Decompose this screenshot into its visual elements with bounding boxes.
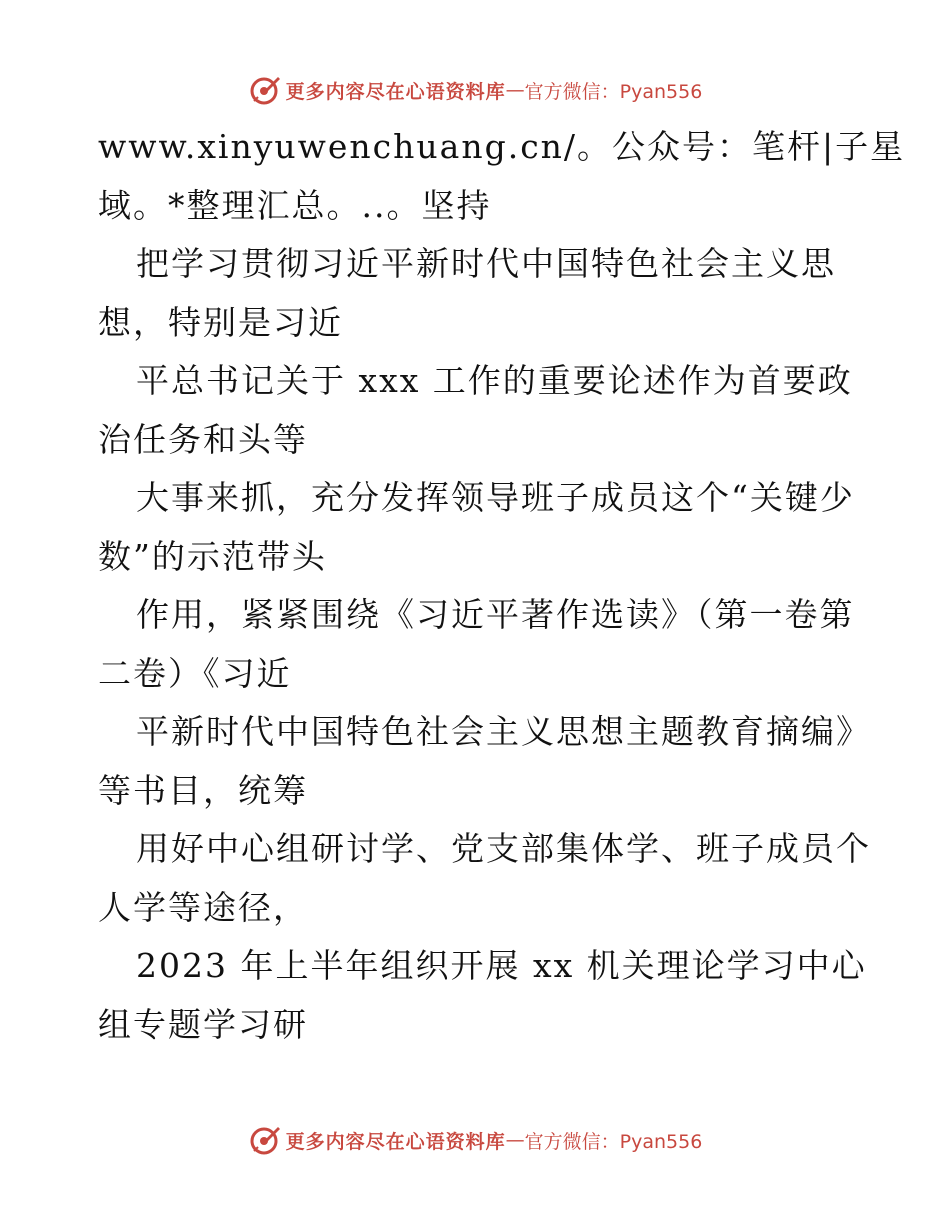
text-line-3: 把学习贯彻习近平新时代中国特色社会主义思 [136,244,836,283]
header-watermark-banner [0,70,950,110]
pen-logo-icon [248,73,282,107]
text-line-2: 域。*整理汇总。..。坚持 [98,185,492,225]
document-body [98,118,906,1054]
text-line-16: 组专题学习研 [98,1004,308,1044]
banner-wechat: 官方微信：Pyan556 [524,1130,703,1153]
text-line-13: 用好中心组研讨学、党支部集体学、班子成员个 [136,829,871,868]
text-line-4: 想，特别是习近 [98,302,343,342]
banner-dash: — [505,1129,525,1151]
text-line-15: 2023 年上半年组织开展 xx 机关理论学习中心 [136,946,867,985]
text-line-6: 治任务和头等 [98,419,308,459]
banner-text: 更多内容尽在心语资料库 [285,1130,506,1153]
footer-watermark-banner [0,1120,950,1160]
banner-text: 更多内容尽在心语资料库 [285,80,506,103]
pen-logo-icon [248,1123,282,1157]
text-line-9: 作用，紧紧围绕《习近平著作选读》（第一卷第 [136,595,855,634]
text-line-8: 数”的示范带头 [98,536,327,576]
banner-dash: — [505,79,525,101]
text-line-5: 平总书记关于 xxx 工作的重要论述作为首要政 [136,361,853,400]
text-line-7: 大事来抓，充分发挥领导班子成员这个“关键少 [136,478,855,517]
text-line-11: 平新时代中国特色社会主义思想主题教育摘编》 [136,712,871,751]
text-line-14: 人学等途径， [98,887,308,927]
text-line-12: 等书目，统筹 [98,770,308,810]
text-line-10: 二卷）《习近 [98,653,292,693]
banner-wechat: 官方微信：Pyan556 [524,80,703,103]
text-line-1: www.xinyuwenchuang.cn/。公众号：笔杆|子星 [98,127,906,166]
